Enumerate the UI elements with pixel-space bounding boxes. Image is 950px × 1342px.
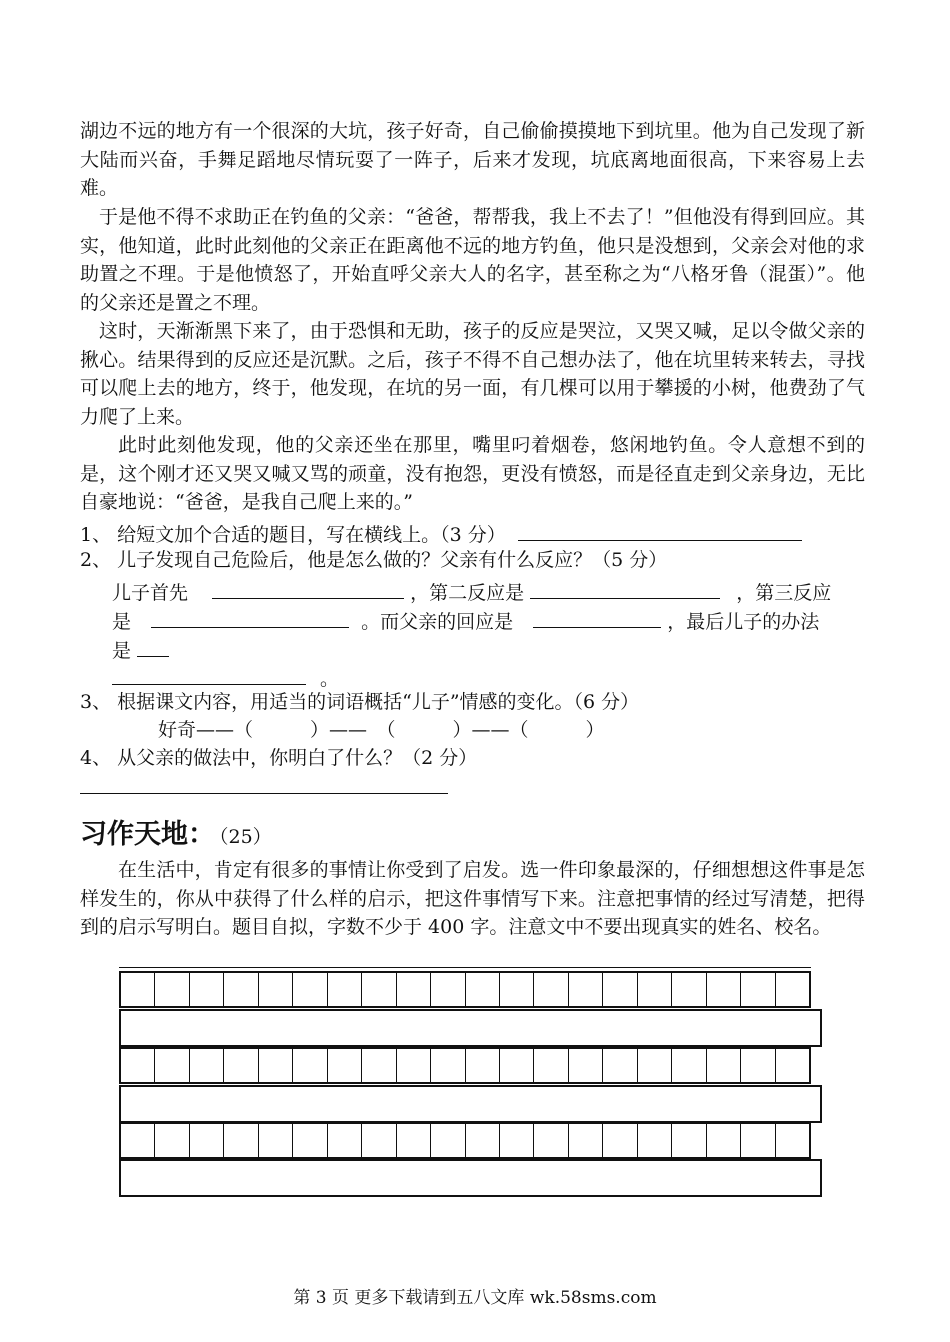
writing-grid-cell[interactable] [293,1124,327,1157]
q2-label-is: 是 [112,640,132,662]
writing-grid-cell[interactable] [466,973,500,1006]
q2-label-father: 。而父亲的回应是 [361,611,514,633]
writing-grid-cell[interactable] [328,1124,362,1157]
writing-grid-cell[interactable] [741,973,775,1006]
writing-grid-cell[interactable] [569,1049,603,1082]
writing-grid-cell[interactable] [121,1124,155,1157]
writing-grid-cell[interactable] [638,1049,672,1082]
writing-grid-cell[interactable] [362,1049,396,1082]
q2-blank-second[interactable] [530,576,720,599]
writing-grid-cell[interactable] [190,1049,224,1082]
writing-grid-cell[interactable] [362,1124,396,1157]
q2-label-second: ，第二反应是 [410,582,525,604]
writing-grid-cell[interactable] [776,973,809,1006]
writing-grid-cell[interactable] [603,1124,637,1157]
writing-grid-cell[interactable] [466,1124,500,1157]
writing-grid-cell[interactable] [534,1049,568,1082]
question-3: 3、 根据课文内容，用适当的词语概括“儿子”情感的变化。（6 分） [80,691,640,713]
q2-blank-third[interactable] [151,605,349,628]
writing-grid-cell[interactable] [397,973,431,1006]
writing-grid-cell[interactable] [224,973,258,1006]
writing-grid-cell[interactable] [741,1124,775,1157]
writing-grid-row[interactable] [119,1122,811,1159]
writing-grid-cell[interactable] [569,973,603,1006]
q2-blank-final-start[interactable] [137,634,169,657]
grid-top-rule [119,967,811,968]
page-footer: 第 3 页 更多下载请到五八文库 wk.58sms.com [293,1288,657,1308]
question-1-text: 1、 给短文加个合适的题目，写在横线上。（3 分） [80,524,506,546]
writing-grid-cell[interactable] [672,1124,706,1157]
question-2: 2、 儿子发现自己危险后，他是怎么做的？父亲有什么反应？（5 分） [80,549,668,571]
writing-grid-cell[interactable] [466,1049,500,1082]
story-paragraph-2: 于是他不得不求助正在钓鱼的父亲：“爸爸，帮帮我，我上不去了！”但他没有得到回应。其实，他知道，此时此刻他的父亲正在距离他不远的地方钓鱼，他只是没想到，父亲会对他的求助置之不理。于是他愤怒了，开始直呼父亲大人的名字，甚至称之为“八格牙鲁（混蛋）”。他的父亲还是置之不理。 [80,206,865,314]
writing-grid-cell[interactable] [224,1049,258,1082]
writing-grid-cell[interactable] [431,1124,465,1157]
writing-grid-cell[interactable] [776,1124,809,1157]
writing-grid-cell[interactable] [190,973,224,1006]
writing-grid-cell[interactable] [500,1049,534,1082]
writing-grid-cell[interactable] [155,1124,189,1157]
question-4: 4、 从父亲的做法中，你明白了什么？（2 分） [80,747,478,769]
q2-label-first: 儿子首先 [112,582,189,604]
writing-grid-cell[interactable] [603,1049,637,1082]
writing-grid-cell[interactable] [534,973,568,1006]
composition-score: （25） [219,826,272,848]
question-3-chain: 好奇——（ ）—— （ ）——（ ） [158,719,605,741]
q2-blank-father[interactable] [533,605,661,628]
q2-blank-first[interactable] [212,576,404,599]
q2-label-should: 是 [112,611,132,633]
writing-grid-cell[interactable] [121,1049,155,1082]
writing-grid-cell[interactable] [155,1049,189,1082]
writing-grid-cell[interactable] [121,973,155,1006]
q2-label-final: ，最后儿子的办法 [667,611,820,633]
writing-spacer-row [119,1009,822,1047]
writing-grid-cell[interactable] [293,973,327,1006]
writing-grid-cell[interactable] [672,1049,706,1082]
writing-grid-cell[interactable] [155,973,189,1006]
writing-grid-row[interactable] [119,971,811,1008]
writing-grid-cell[interactable] [672,973,706,1006]
writing-grid-cell[interactable] [224,1124,258,1157]
writing-spacer-row [119,1085,822,1123]
writing-grid-cell[interactable] [500,1124,534,1157]
story-paragraph-3: 这时，天渐渐黑下来了，由于恐惧和无助，孩子的反应是哭泣，又哭又喊，足以令做父亲的揪心。结果得到的反应还是沉默。之后，孩子不得不自己想办法了，他在坑里转来转去，寻找可以爬上去的地方，终于，他发现，在坑的另一面，有几棵可以用于攀援的小树，他费劲了气力爬了上来。 [80,320,865,428]
writing-grid-cell[interactable] [293,1049,327,1082]
writing-grid-cell[interactable] [741,1049,775,1082]
writing-grid-cell[interactable] [362,973,396,1006]
writing-grid-cell[interactable] [190,1124,224,1157]
writing-grid-cell[interactable] [569,1124,603,1157]
writing-grid-cell[interactable] [638,973,672,1006]
question-2-line-1 [112,576,831,607]
writing-grid-cell[interactable] [707,1124,741,1157]
writing-grid-cell[interactable] [707,973,741,1006]
question-2-line-2 [112,605,819,636]
writing-spacer-row [119,1159,822,1197]
writing-grid-cell[interactable] [397,1124,431,1157]
writing-grid-cell[interactable] [534,1124,568,1157]
q2-end-mark: 。 [320,668,340,690]
writing-grid-cell[interactable] [259,973,293,1006]
q2-label-third: ，第三反应 [736,582,832,604]
composition-prompt: 在生活中，肯定有很多的事情让你受到了启发。选一件印象最深的，仔细想想这件事是怎样发生的，你从中获得了什么样的启示，把这件事情写下来。注意把事情的经过写清楚，把得到的启示写明白。题目自拟，字数不少于 400 字。注意文中不要出现真实的姓名、校名。 [80,859,865,938]
writing-grid-cell[interactable] [776,1049,809,1082]
writing-grid-cell[interactable] [603,973,637,1006]
writing-grid-row[interactable] [119,1047,811,1084]
writing-grid-cell[interactable] [431,973,465,1006]
writing-grid-cell[interactable] [328,973,362,1006]
writing-grid-cell[interactable] [707,1049,741,1082]
writing-grid-cell[interactable] [328,1049,362,1082]
story-paragraph-4: 此时此刻他发现，他的父亲还坐在那里，嘴里叼着烟卷，悠闲地钓鱼。令人意想不到的是，这个刚才还又哭又喊又骂的顽童，没有抱怨，更没有愤怒，而是径直走到父亲身边，无比自豪地说：“爸爸，是我自己爬上来的。” [80,434,865,513]
writing-grid-cell[interactable] [500,973,534,1006]
composition-heading [80,812,272,851]
writing-grid-cell[interactable] [259,1049,293,1082]
writing-grid-cell[interactable] [431,1049,465,1082]
writing-grid-cell[interactable] [638,1124,672,1157]
question-1 [80,518,802,549]
composition-title: 习作天地： [80,819,215,850]
q2-blank-final[interactable] [112,662,306,685]
question-4-answer-line[interactable] [80,793,448,794]
writing-grid-cell[interactable] [259,1124,293,1157]
writing-grid-cell[interactable] [397,1049,431,1082]
question-2-line-3 [112,634,169,665]
story-paragraph-1: 湖边不远的地方有一个很深的大坑，孩子好奇，自己偷偷摸摸地下到坑里。他为自己发现了新大陆而兴奋，手舞足蹈地尽情玩耍了一阵子，后来才发现，坑底离地面很高，下来容易上去难。 [80,120,865,199]
question-1-answer-line[interactable] [518,518,802,541]
